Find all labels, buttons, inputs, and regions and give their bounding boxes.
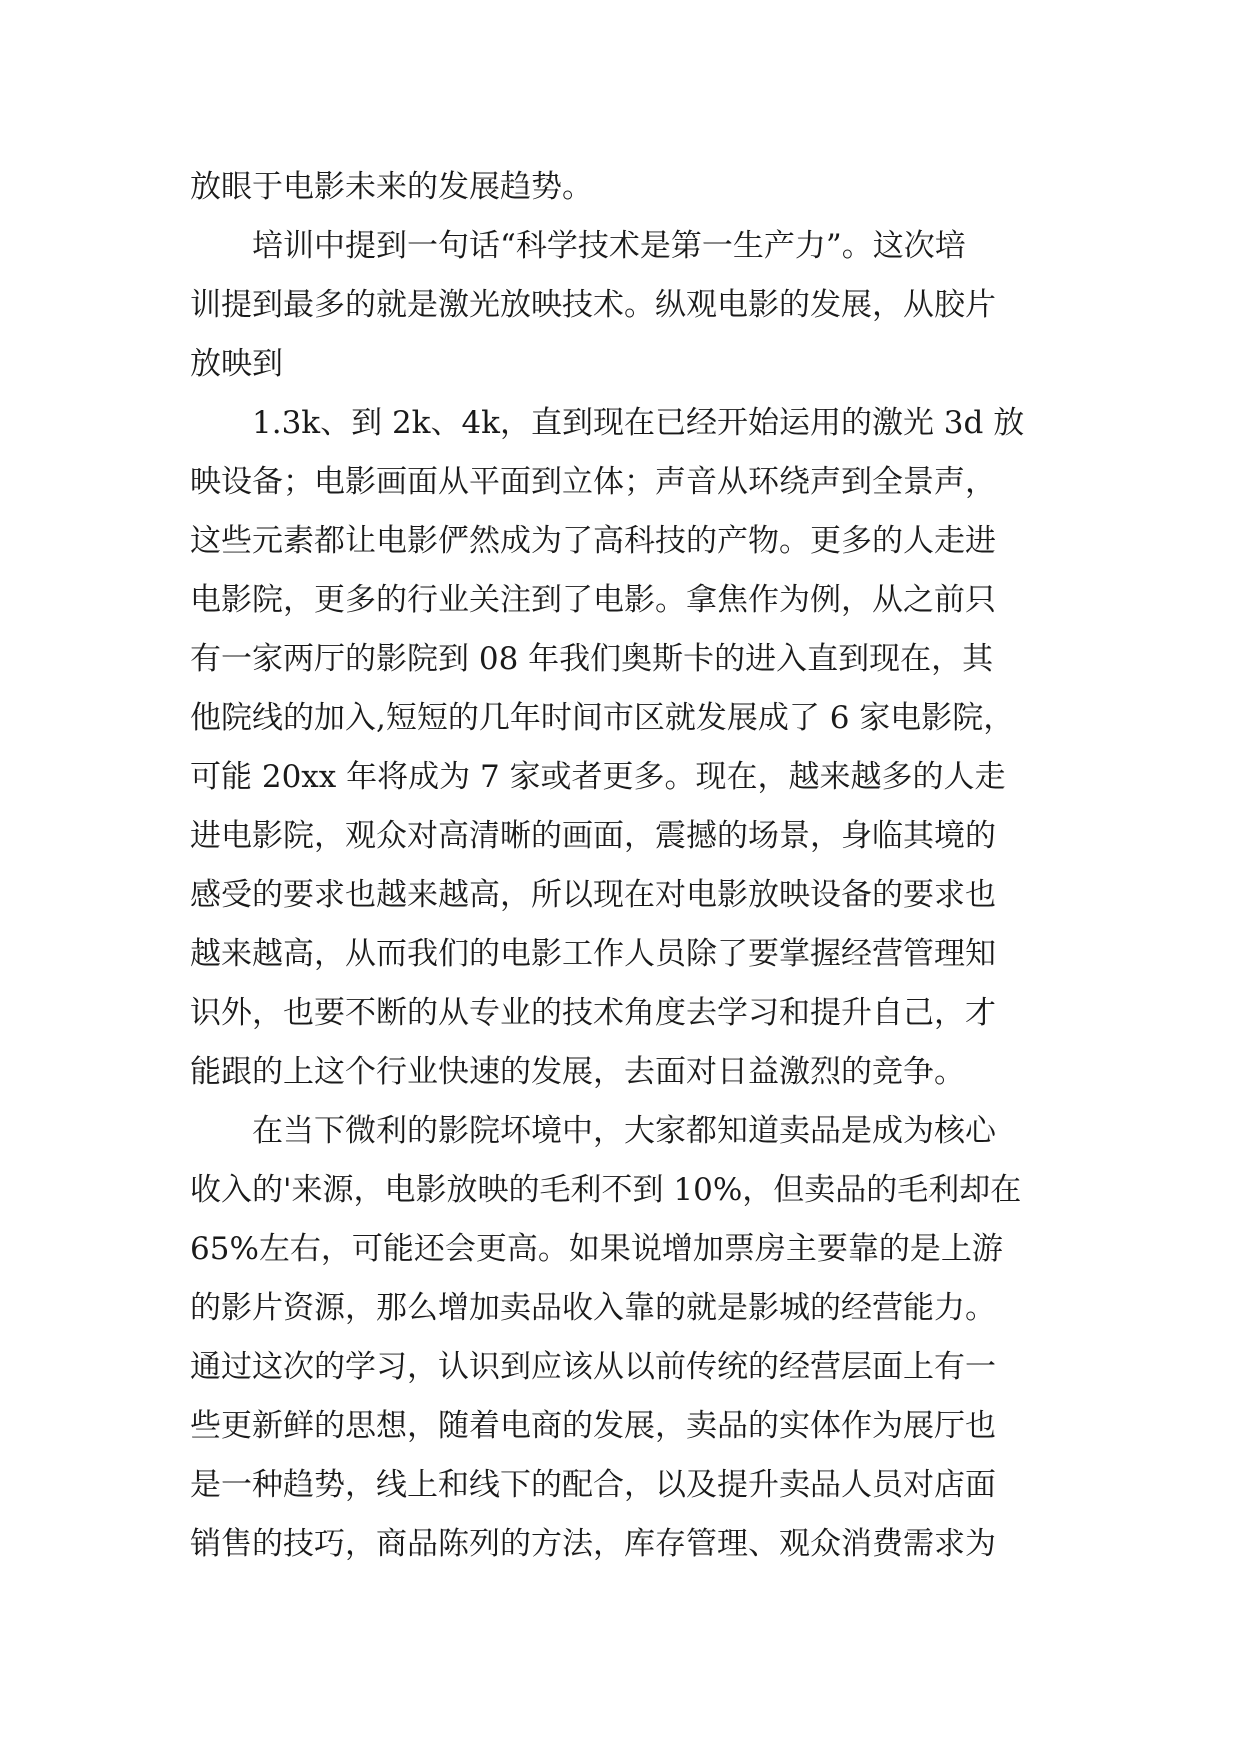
text-line: 电影院，更多的行业关注到了电影。拿焦作为例，从之前只 [190, 582, 996, 618]
text-line: 1.3k、到 2k、4k，直到现在已经开始运用的激光 3d 放 [190, 405, 1025, 441]
text-line: 在当下微利的影院坏境中，大家都知道卖品是成为核心 [190, 1113, 996, 1149]
text-line: 销售的技巧，商品陈列的方法，库存管理、观众消费需求为 [190, 1526, 996, 1562]
text-line: 放映到 [190, 346, 283, 382]
text-line: 65%左右，可能还会更高。如果说增加票房主要靠的是上游 [190, 1231, 1003, 1267]
text-line: 通过这次的学习，认识到应该从以前传统的经营层面上有一 [190, 1349, 996, 1385]
text-line: 能跟的上这个行业快速的发展，去面对日益激烈的竞争。 [190, 1054, 965, 1090]
text-line: 越来越高，从而我们的电影工作人员除了要掌握经营管理知 [190, 936, 996, 972]
text-line: 些更新鲜的思想，随着电商的发展，卖品的实体作为展厅也 [190, 1408, 996, 1444]
text-line: 感受的要求也越来越高，所以现在对电影放映设备的要求也 [190, 877, 996, 913]
text-line: 的影片资源，那么增加卖品收入靠的就是影城的经营能力。 [190, 1290, 996, 1326]
text-line: 培训中提到一句话“科学技术是第一生产力”。这次培 [190, 228, 966, 264]
text-line: 映设备；电影画面从平面到立体；声音从环绕声到全景声， [190, 464, 996, 500]
text-line: 他院线的加入,短短的几年时间市区就发展成了 6 家电影院， [190, 700, 1015, 736]
text-line: 是一种趋势，线上和线下的配合，以及提升卖品人员对店面 [190, 1467, 996, 1503]
body-text [190, 158, 1060, 1574]
text-line: 有一家两厅的影院到 08 年我们奥斯卡的进入直到现在，其 [190, 641, 994, 677]
text-line: 训提到最多的就是激光放映技术。纵观电影的发展，从胶片 [190, 287, 996, 323]
text-line: 收入的'来源，电影放映的毛利不到 10%，但卖品的毛利却在 [190, 1172, 1022, 1208]
text-line: 进电影院，观众对高清晰的画面，震撼的场景，身临其境的 [190, 818, 996, 854]
text-line: 识外，也要不断的从专业的技术角度去学习和提升自己，才 [190, 995, 996, 1031]
text-line: 可能 20xx 年将成为 7 家或者更多。现在，越来越多的人走 [190, 759, 1006, 795]
text-line: 这些元素都让电影俨然成为了高科技的产物。更多的人走进 [190, 523, 996, 559]
text-line: 放眼于电影未来的发展趋势。 [190, 169, 593, 205]
